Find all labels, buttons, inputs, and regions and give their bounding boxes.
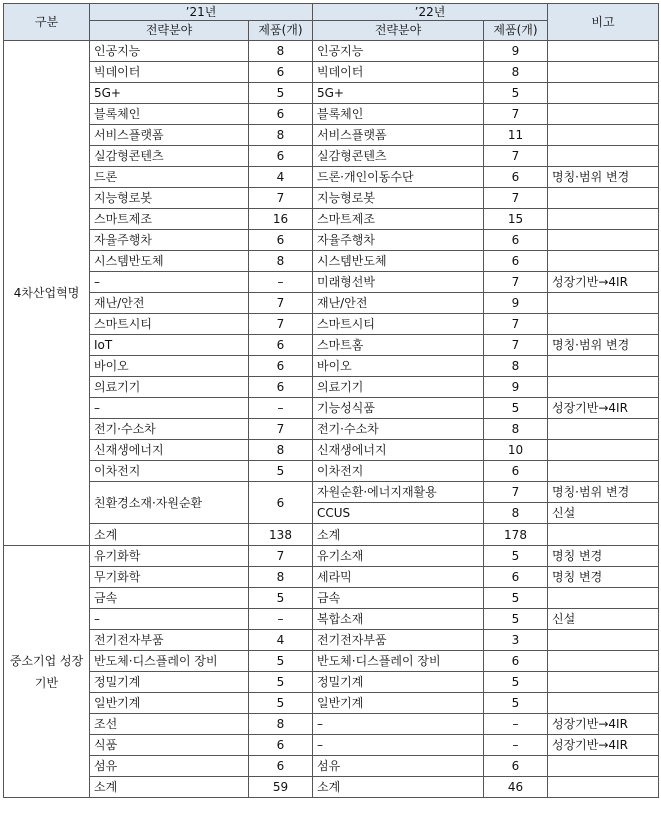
note <box>548 419 659 440</box>
field-2021: 실감형콘텐츠 <box>90 146 249 167</box>
table-row <box>4 588 659 609</box>
count-2021: 6 <box>249 356 313 377</box>
header-count-2021: 제품(개) <box>249 21 313 41</box>
count-2021: 7 <box>249 293 313 314</box>
header-count-2022: 제품(개) <box>484 21 548 41</box>
field-2022: 실감형콘텐츠 <box>313 146 484 167</box>
table-row <box>4 209 659 230</box>
field-2021: 지능형로봇 <box>90 188 249 209</box>
count-2022: 3 <box>484 630 548 651</box>
count-2022: 9 <box>484 293 548 314</box>
count-2022: 7 <box>484 335 548 356</box>
table-row <box>4 419 659 440</box>
field-2021: 식품 <box>90 735 249 756</box>
note <box>548 230 659 251</box>
field-2022: 섬유 <box>313 756 484 777</box>
table-row <box>4 146 659 167</box>
count-2021: 4 <box>249 630 313 651</box>
field-2022: 자율주행차 <box>313 230 484 251</box>
table-row <box>4 83 659 104</box>
count-2021: 8 <box>249 440 313 461</box>
field-2021: 반도체·디스플레이 장비 <box>90 651 249 672</box>
table-row <box>4 482 659 503</box>
field-2022: – <box>313 714 484 735</box>
table-row <box>4 651 659 672</box>
field-2021: 금속 <box>90 588 249 609</box>
note <box>548 146 659 167</box>
field-2022: 전기전자부품 <box>313 630 484 651</box>
count-2022: – <box>484 735 548 756</box>
header-category: 구분 <box>4 4 90 41</box>
note <box>548 293 659 314</box>
table-row <box>4 314 659 335</box>
subtotal-label-2022: 소계 <box>313 777 484 798</box>
header-year-2021: ’21년 <box>90 4 313 21</box>
count-2022: 11 <box>484 125 548 146</box>
count-2022: 7 <box>484 188 548 209</box>
header-field-2022: 전략분야 <box>313 21 484 41</box>
field-2021: IoT <box>90 335 249 356</box>
field-2022: – <box>313 735 484 756</box>
table-row <box>4 41 659 62</box>
field-2021: 시스템반도체 <box>90 251 249 272</box>
table-row <box>4 251 659 272</box>
count-2021: 6 <box>249 230 313 251</box>
field-2022: 스마트홈 <box>313 335 484 356</box>
header-field-2021: 전략분야 <box>90 21 249 41</box>
header-note: 비고 <box>548 4 659 41</box>
field-2022: 정밀기계 <box>313 672 484 693</box>
count-2021: 5 <box>249 588 313 609</box>
field-2022: 자원순환·에너지재활용 <box>313 482 484 503</box>
count-2021: 8 <box>249 41 313 62</box>
strategy-products-table <box>3 3 659 798</box>
table-row <box>4 230 659 251</box>
count-2022: 8 <box>484 503 548 524</box>
field-2022: 인공지능 <box>313 41 484 62</box>
count-2022: 5 <box>484 609 548 630</box>
count-2021: 5 <box>249 672 313 693</box>
field-2021: 정밀기계 <box>90 672 249 693</box>
subtotal-row <box>4 524 659 546</box>
field-2022: 금속 <box>313 588 484 609</box>
field-2021: – <box>90 609 249 630</box>
field-2022: 재난/안전 <box>313 293 484 314</box>
table-row <box>4 398 659 419</box>
field-2022: 빅데이터 <box>313 62 484 83</box>
field-2022: 블록체인 <box>313 104 484 125</box>
note <box>548 756 659 777</box>
count-2021: 6 <box>249 735 313 756</box>
table-row <box>4 714 659 735</box>
table-row <box>4 609 659 630</box>
note <box>548 251 659 272</box>
table-row <box>4 672 659 693</box>
count-2022: 5 <box>484 398 548 419</box>
count-2021-merged: 6 <box>249 482 313 524</box>
subtotal-count-2021: 138 <box>249 524 313 546</box>
count-2022: 9 <box>484 41 548 62</box>
field-2021: 5G+ <box>90 83 249 104</box>
table-row <box>4 630 659 651</box>
note <box>548 588 659 609</box>
count-2021: 6 <box>249 62 313 83</box>
field-2022: 시스템반도체 <box>313 251 484 272</box>
note <box>548 83 659 104</box>
count-2022: 6 <box>484 651 548 672</box>
note <box>548 314 659 335</box>
note: 명칭·범위 변경 <box>548 482 659 503</box>
count-2021: 5 <box>249 461 313 482</box>
count-2022: 7 <box>484 482 548 503</box>
field-2022: 서비스플랫폼 <box>313 125 484 146</box>
field-2021: 의료기기 <box>90 377 249 398</box>
note <box>548 104 659 125</box>
field-2021: 재난/안전 <box>90 293 249 314</box>
field-2022: 반도체·디스플레이 장비 <box>313 651 484 672</box>
table-row <box>4 167 659 188</box>
table-row <box>4 735 659 756</box>
count-2022: 8 <box>484 62 548 83</box>
field-2022: 이차전지 <box>313 461 484 482</box>
note <box>548 62 659 83</box>
table-row <box>4 104 659 125</box>
note <box>548 461 659 482</box>
note: 성장기반→4IR <box>548 398 659 419</box>
count-2022: – <box>484 714 548 735</box>
count-2022: 6 <box>484 167 548 188</box>
count-2022: 5 <box>484 672 548 693</box>
table-row <box>4 272 659 293</box>
field-2021: 인공지능 <box>90 41 249 62</box>
count-2022: 9 <box>484 377 548 398</box>
table-row <box>4 567 659 588</box>
count-2022: 6 <box>484 230 548 251</box>
count-2022: 6 <box>484 251 548 272</box>
count-2021: – <box>249 398 313 419</box>
field-2021: 일반기계 <box>90 693 249 714</box>
note <box>548 777 659 798</box>
group-label-4ir: 4차산업혁명 <box>4 41 90 546</box>
count-2021: 7 <box>249 546 313 567</box>
count-2021: 6 <box>249 146 313 167</box>
field-2021: 조선 <box>90 714 249 735</box>
field-2021: 빅데이터 <box>90 62 249 83</box>
note: 신설 <box>548 503 659 524</box>
field-2021: 스마트제조 <box>90 209 249 230</box>
field-2021: 전기·수소차 <box>90 419 249 440</box>
count-2022: 8 <box>484 356 548 377</box>
table-row <box>4 693 659 714</box>
count-2022: 10 <box>484 440 548 461</box>
field-2022: 세라믹 <box>313 567 484 588</box>
field-2021: 유기화학 <box>90 546 249 567</box>
table-row <box>4 546 659 567</box>
count-2021: 7 <box>249 419 313 440</box>
field-2022: 지능형로봇 <box>313 188 484 209</box>
note <box>548 440 659 461</box>
count-2022: 5 <box>484 83 548 104</box>
subtotal-row <box>4 777 659 798</box>
note <box>548 630 659 651</box>
field-2022: 신재생에너지 <box>313 440 484 461</box>
note: 명칭·범위 변경 <box>548 335 659 356</box>
note: 명칭 변경 <box>548 567 659 588</box>
note <box>548 188 659 209</box>
count-2022: 15 <box>484 209 548 230</box>
field-2022: 바이오 <box>313 356 484 377</box>
field-2021: 이차전지 <box>90 461 249 482</box>
note: 명칭·범위 변경 <box>548 167 659 188</box>
field-2021: 드론 <box>90 167 249 188</box>
subtotal-count-2021: 59 <box>249 777 313 798</box>
subtotal-label-2021: 소계 <box>90 777 249 798</box>
table-row <box>4 377 659 398</box>
subtotal-count-2022: 178 <box>484 524 548 546</box>
note <box>548 693 659 714</box>
field-2021: 바이오 <box>90 356 249 377</box>
table-row <box>4 335 659 356</box>
field-2021: – <box>90 398 249 419</box>
count-2021: 5 <box>249 693 313 714</box>
note <box>548 524 659 546</box>
count-2021: 6 <box>249 756 313 777</box>
field-2021: 자율주행차 <box>90 230 249 251</box>
note: 성장기반→4IR <box>548 714 659 735</box>
field-2022: 스마트시티 <box>313 314 484 335</box>
count-2021: 7 <box>249 188 313 209</box>
note <box>548 125 659 146</box>
table-row <box>4 188 659 209</box>
count-2022: 7 <box>484 146 548 167</box>
count-2022: 6 <box>484 756 548 777</box>
field-2022: 복합소재 <box>313 609 484 630</box>
count-2021: – <box>249 609 313 630</box>
count-2022: 6 <box>484 461 548 482</box>
count-2021: 5 <box>249 83 313 104</box>
note: 신설 <box>548 609 659 630</box>
field-2022: 유기소재 <box>313 546 484 567</box>
field-2021: 무기화학 <box>90 567 249 588</box>
note <box>548 651 659 672</box>
group-label-sme: 중소기업 성장기반 <box>4 546 90 798</box>
field-2021: 섬유 <box>90 756 249 777</box>
field-2021: 블록체인 <box>90 104 249 125</box>
field-2022: 전기·수소차 <box>313 419 484 440</box>
field-2021: 서비스플랫폼 <box>90 125 249 146</box>
count-2022: 7 <box>484 272 548 293</box>
count-2021: 6 <box>249 104 313 125</box>
field-2022: 기능성식품 <box>313 398 484 419</box>
table-row <box>4 62 659 83</box>
note: 성장기반→4IR <box>548 272 659 293</box>
field-2021: 전기전자부품 <box>90 630 249 651</box>
field-2021: – <box>90 272 249 293</box>
table-row <box>4 293 659 314</box>
subtotal-label-2022: 소계 <box>313 524 484 546</box>
count-2021: 7 <box>249 314 313 335</box>
table-row <box>4 461 659 482</box>
note: 명칭 변경 <box>548 546 659 567</box>
count-2021: 16 <box>249 209 313 230</box>
table-row <box>4 356 659 377</box>
count-2021: 8 <box>249 251 313 272</box>
field-2022: 일반기계 <box>313 693 484 714</box>
field-2021: 신재생에너지 <box>90 440 249 461</box>
table-row <box>4 440 659 461</box>
note <box>548 377 659 398</box>
note <box>548 209 659 230</box>
subtotal-label-2021: 소계 <box>90 524 249 546</box>
field-2022: 의료기기 <box>313 377 484 398</box>
count-2021: 8 <box>249 714 313 735</box>
count-2021: 6 <box>249 377 313 398</box>
count-2021: 4 <box>249 167 313 188</box>
note <box>548 356 659 377</box>
count-2021: – <box>249 272 313 293</box>
count-2021: 8 <box>249 125 313 146</box>
count-2022: 5 <box>484 588 548 609</box>
count-2021: 5 <box>249 651 313 672</box>
field-2021-merged: 친환경소재·자원순환 <box>90 482 249 524</box>
field-2022: 5G+ <box>313 83 484 104</box>
count-2022: 5 <box>484 693 548 714</box>
note <box>548 672 659 693</box>
note <box>548 41 659 62</box>
field-2022: 스마트제조 <box>313 209 484 230</box>
note: 성장기반→4IR <box>548 735 659 756</box>
field-2021: 스마트시티 <box>90 314 249 335</box>
count-2022: 8 <box>484 419 548 440</box>
count-2021: 6 <box>249 335 313 356</box>
count-2022: 5 <box>484 546 548 567</box>
count-2022: 7 <box>484 314 548 335</box>
count-2021: 8 <box>249 567 313 588</box>
subtotal-count-2022: 46 <box>484 777 548 798</box>
field-2022: 드론·개인이동수단 <box>313 167 484 188</box>
header-year-2022: ’22년 <box>313 4 548 21</box>
field-2022: 미래형선박 <box>313 272 484 293</box>
table-row <box>4 756 659 777</box>
count-2022: 7 <box>484 104 548 125</box>
table-row <box>4 125 659 146</box>
count-2022: 6 <box>484 567 548 588</box>
field-2022: CCUS <box>313 503 484 524</box>
